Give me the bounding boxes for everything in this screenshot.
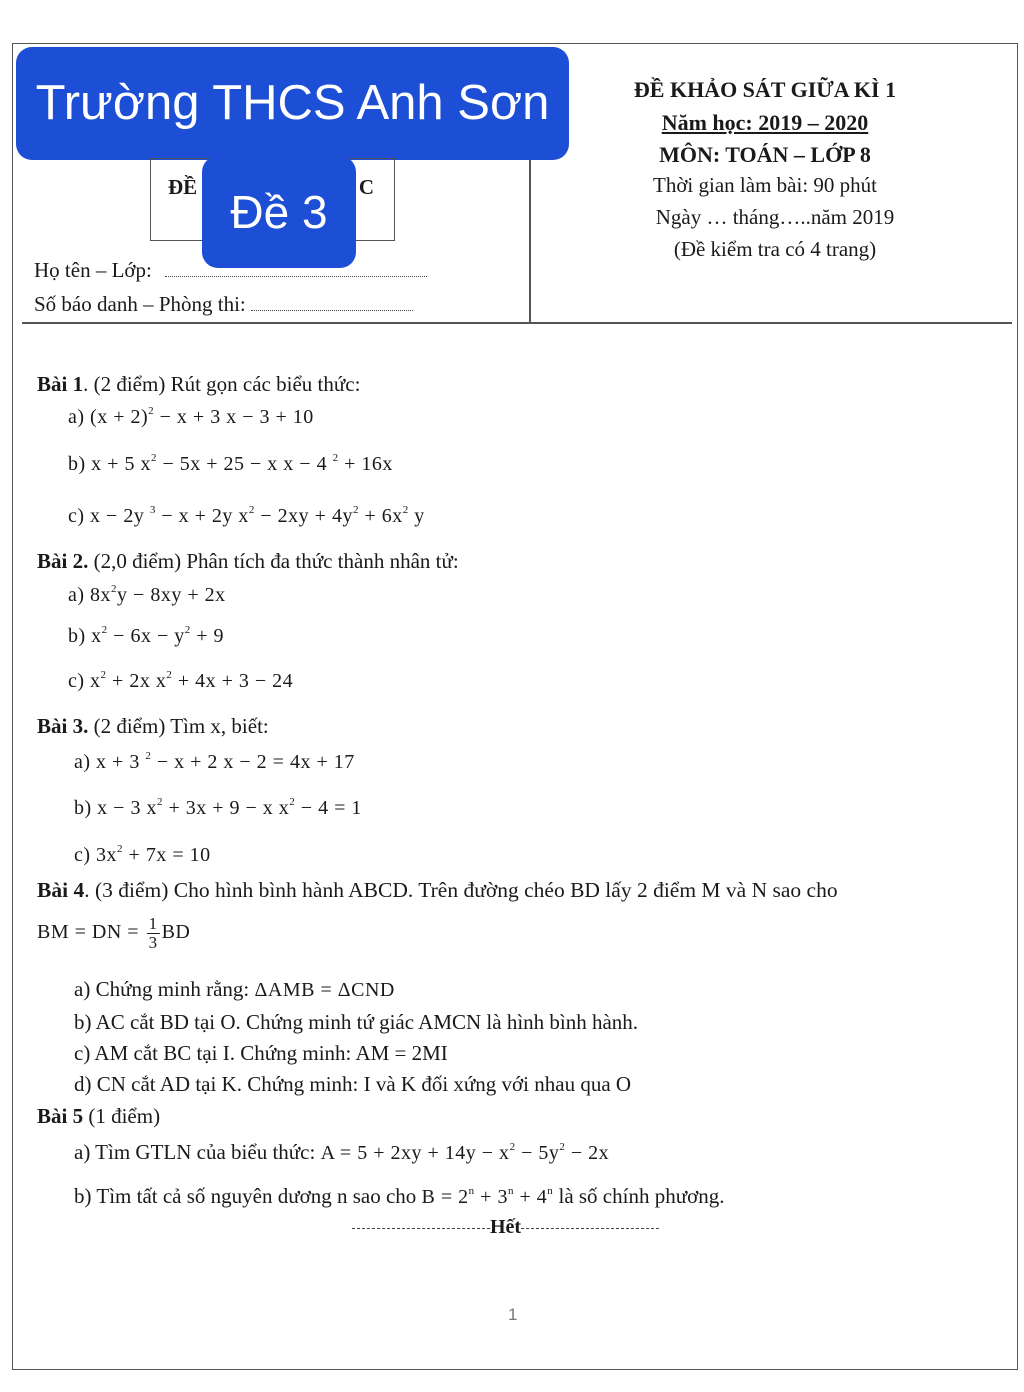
bai4-a-math: ΔAMB = ΔCND — [254, 979, 395, 1001]
bai3-heading — [37, 714, 269, 739]
bai1-label: Bài 1 — [37, 372, 84, 396]
bai5-title: (1 điểm) — [83, 1104, 161, 1128]
school-name-banner: Trường THCS Anh Sơn — [16, 47, 569, 160]
bai3-label: Bài 3. — [37, 714, 89, 738]
bai1-b-part: b) x + 5 x — [68, 453, 151, 475]
bai4-label: Bài 4 — [37, 878, 85, 902]
bai2-c-part: + 2x x — [106, 670, 167, 692]
bai2-c-part: + 4x + 3 − 24 — [172, 670, 294, 692]
exam-box-left-text: ĐỀ — [168, 175, 198, 199]
subject-grade: MÔN: TOÁN – LỚP 8 — [659, 142, 871, 167]
bai2-title: (2,0 điểm) Phân tích đa thức thành nhân tử: — [88, 549, 459, 573]
bai3-b-part: − 4 = 1 — [295, 797, 362, 819]
bai5-a-part: − 2x — [565, 1142, 610, 1164]
bai1-a-exp: 2 — [148, 405, 155, 417]
bai5-b-math — [422, 1186, 554, 1208]
bai2-b-part: − 6x − y — [107, 625, 185, 647]
bai2-c-exp: 2 — [166, 669, 173, 681]
bai5-heading — [37, 1104, 160, 1129]
bai2-c-part: c) x — [68, 670, 101, 692]
bai1-c-part: y — [408, 505, 425, 527]
bai5-a-exp: 2 — [559, 1141, 566, 1153]
bai5-a-exp: 2 — [509, 1141, 516, 1153]
bai1-c-exp: 2 — [248, 504, 255, 516]
candidate-room-blank — [251, 292, 413, 311]
bai5-b-text: b) Tìm tất cả số nguyên dương n sao cho — [74, 1184, 422, 1208]
bai1-b-exp: 2 — [150, 452, 157, 464]
bai1-b-part: − 5x + 25 − x x − 4 — [156, 453, 333, 475]
bai4-item-d: d) CN cắt AD tại K. Chứng minh: I và K đối xứng với nhau qua O — [74, 1072, 632, 1096]
bai3-item-b — [74, 796, 362, 820]
bai1-c-exp: 2 — [352, 504, 359, 516]
bai1-c-exp: 3 — [149, 504, 156, 516]
page-number: 1 — [508, 1305, 518, 1324]
bai4-item-a — [74, 977, 395, 1002]
bai3-c-part: c) — [74, 844, 97, 866]
bai5-b-tail: là số chính phương. — [553, 1184, 725, 1208]
bai5-a-math — [321, 1142, 610, 1164]
bai2-heading — [37, 549, 459, 574]
bai3-c-exp: 2 — [117, 843, 124, 855]
bai2-c-exp: 2 — [100, 669, 107, 681]
bai2-b-exp: 2 — [101, 624, 108, 636]
name-class-line — [34, 258, 427, 283]
bai1-c-part: c) x − 2y — [68, 505, 150, 527]
bai5-item-a — [74, 1140, 609, 1165]
bai2-b-part: x — [91, 625, 102, 647]
bai2-item-c — [68, 669, 293, 693]
bai5-b-part: + 4 — [513, 1186, 548, 1208]
end-dash-left — [352, 1228, 490, 1229]
bai2-item-a — [68, 583, 226, 607]
bai1-item-c — [68, 504, 425, 528]
bai4-equation — [37, 915, 190, 952]
exam-title: ĐỀ KHẢO SÁT GIỮA KÌ 1 — [633, 77, 897, 102]
bai4-heading — [37, 878, 838, 903]
bai2-a-exp: 2 — [111, 583, 118, 595]
bai1-c-part: + 6x — [358, 505, 403, 527]
bai1-b-part: + 16x — [338, 453, 393, 475]
end-dash-right — [521, 1228, 659, 1229]
bai4-a-text: a) Chứng minh rằng: — [74, 977, 255, 1001]
bai3-c-part: + 7x = 10 — [123, 844, 211, 866]
bai2-item-b — [68, 624, 224, 648]
exam-number-badge: Đề 3 — [202, 156, 356, 268]
exam-date: Ngày … tháng…..năm 2019 — [655, 205, 895, 229]
bai3-a-exp: 2 — [145, 750, 152, 762]
bai1-b-exp: 2 — [332, 452, 339, 464]
header-horizontal-divider — [22, 322, 1012, 324]
bai4-title: . (3 điểm) Cho hình bình hành ABCD. Trên đường chéo BD lấy 2 điểm M và N sao cho — [84, 878, 838, 902]
bai2-a-part: 8x — [90, 584, 112, 606]
bai2-a-part: a) — [68, 584, 91, 606]
bai5-a-text: a) Tìm GTLN của biểu thức: — [74, 1140, 321, 1164]
bai4-eq-right: BD — [161, 921, 191, 944]
bai5-b-exp: n — [507, 1185, 514, 1197]
bai1-a-part: a) — [68, 406, 91, 428]
fraction-denominator: 3 — [148, 933, 158, 952]
bai3-b-part: + 3x + 9 − x x — [162, 797, 290, 819]
school-year: Năm học: 2019 – 2020 — [661, 110, 869, 135]
bai3-b-exp: 2 — [156, 796, 163, 808]
bai3-title: (2 điểm) Tìm x, biết: — [88, 714, 269, 738]
candidate-room-line — [34, 292, 413, 317]
bai3-a-part: a) x + 3 — [74, 751, 146, 773]
bai1-c-part: − 2xy + 4y — [254, 505, 353, 527]
bai3-b-part: b) x − 3 x — [74, 797, 157, 819]
bai5-item-b — [74, 1184, 724, 1209]
name-class-blank — [165, 258, 427, 277]
candidate-room-label: Số báo danh – Phòng thi: — [34, 292, 246, 316]
bai1-item-b — [68, 452, 393, 476]
exam-box-right-text: C — [358, 175, 374, 199]
page-count-note: (Đề kiểm tra có 4 trang) — [673, 237, 877, 261]
bai1-c-part: − x + 2y x — [155, 505, 249, 527]
bai5-a-part: A = 5 + 2xy + 14y − x — [320, 1142, 510, 1164]
bai2-label: Bài 2. — [37, 549, 89, 573]
end-marker — [348, 1216, 663, 1239]
bai4-item-c: c) AM cắt BC tại I. Chứng minh: AM = 2MI — [74, 1041, 448, 1065]
bai1-heading — [37, 372, 360, 397]
bai2-b-part: b) — [68, 625, 92, 647]
bai3-c-part: 3x — [96, 844, 118, 866]
bai1-a-part: − x + 3 x − 3 + 10 — [154, 406, 314, 428]
bai1-c-exp: 2 — [402, 504, 409, 516]
bai5-b-part: + 3 — [474, 1186, 508, 1208]
bai4-eq-left: BM = DN = — [37, 921, 145, 944]
bai5-a-part: − 5y — [515, 1142, 560, 1164]
bai2-a-part: y − 8xy + 2x — [117, 584, 226, 606]
bai1-a-part: (x + 2) — [90, 406, 149, 428]
bai1-item-a — [68, 405, 314, 429]
bai3-item-a — [74, 750, 355, 774]
bai4-item-b: b) AC cắt BD tại O. Chứng minh tứ giác AMCN là hình bình hành. — [74, 1010, 639, 1034]
name-class-label: Họ tên – Lớp: — [34, 258, 152, 282]
bai5-b-exp: n — [468, 1185, 475, 1197]
bai3-item-c — [74, 843, 211, 867]
fraction-numerator: 1 — [148, 914, 158, 933]
bai2-b-part: + 9 — [190, 625, 225, 647]
bai1-title: . (2 điểm) Rút gọn các biểu thức: — [83, 372, 361, 396]
bai4-fraction — [147, 915, 160, 952]
bai5-label: Bài 5 — [37, 1104, 84, 1128]
bai2-b-exp: 2 — [184, 624, 191, 636]
bai5-b-exp: n — [547, 1185, 554, 1197]
end-text: Hết — [489, 1216, 522, 1238]
bai3-a-part: − x + 2 x − 2 = 4x + 17 — [151, 751, 355, 773]
bai3-b-exp: 2 — [289, 796, 296, 808]
exam-duration: Thời gian làm bài: 90 phút — [653, 173, 877, 197]
bai5-b-part: B = 2 — [421, 1186, 469, 1208]
